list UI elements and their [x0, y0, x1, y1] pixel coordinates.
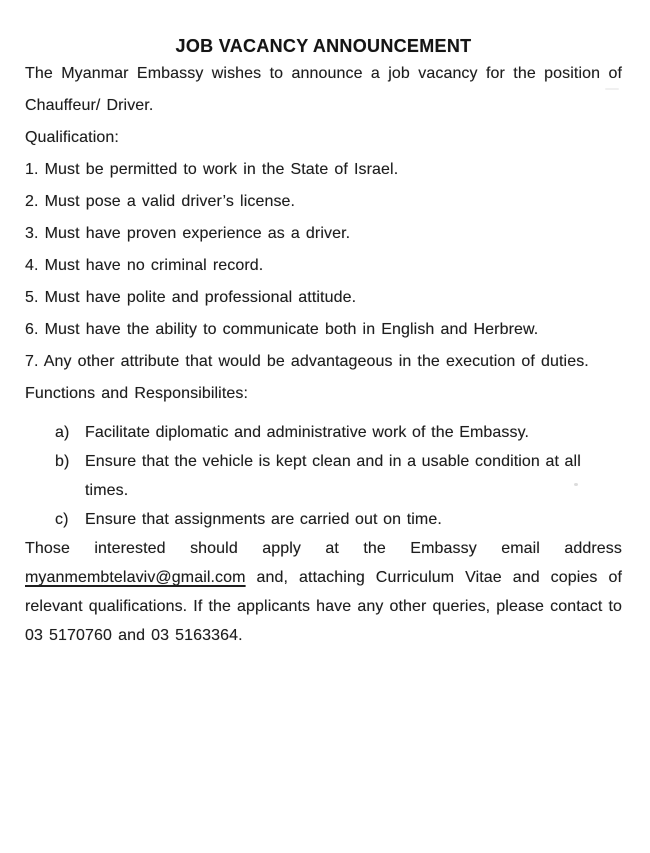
qualification-item-1: 1. Must be permitted to work in the State of Israel.	[25, 161, 399, 178]
qualification-item-6: 6. Must have the ability to communicate both in English and Herbrew.	[25, 321, 539, 338]
function-item-a	[55, 418, 622, 447]
email-address: myanmembtelaviv@gmail.com	[25, 569, 246, 586]
function-item-b	[55, 447, 622, 505]
qualification-heading: Qualification:	[25, 129, 119, 146]
list-marker: b)	[55, 453, 70, 470]
scan-artifact	[574, 483, 578, 486]
list-marker: c)	[55, 511, 69, 528]
closing-text-after-email: and, attaching Curriculum Vitae and copies of relevant qualifications. If the applicants have any other queries, please contact to 03 5170760 and 03 5163364.	[25, 569, 623, 644]
function-item-c	[55, 505, 622, 534]
qualification-item-5: 5. Must have polite and professional attitude.	[25, 289, 357, 306]
functions-list	[25, 418, 622, 534]
scan-artifact	[605, 88, 619, 90]
closing-text-before-email: Those interested should apply at the Embassy email address	[25, 540, 622, 557]
closing-paragraph	[25, 534, 622, 650]
functions-heading: Functions and Responsibilites:	[25, 385, 249, 402]
list-item-text: Ensure that assignments are carried out on time.	[85, 511, 442, 528]
qualification-item-7: 7. Any other attribute that would be advantageous in the execution of duties.	[25, 353, 589, 370]
list-marker: a)	[55, 424, 70, 441]
qualification-item-4: 4. Must have no criminal record.	[25, 257, 264, 274]
document-title: JOB VACANCY ANNOUNCEMENT	[175, 36, 472, 56]
qualification-item-3: 3. Must have proven experience as a driver.	[25, 225, 351, 242]
intro-paragraph: The Myanmar Embassy wishes to announce a job vacancy for the position of Chauffeur/ Driver.	[25, 65, 622, 114]
list-item-text: Facilitate diplomatic and administrative work of the Embassy.	[85, 424, 530, 441]
list-item-text: Ensure that the vehicle is kept clean and in a usable condition at all times.	[85, 453, 581, 499]
qualification-item-2: 2. Must pose a valid driver’s license.	[25, 193, 296, 210]
